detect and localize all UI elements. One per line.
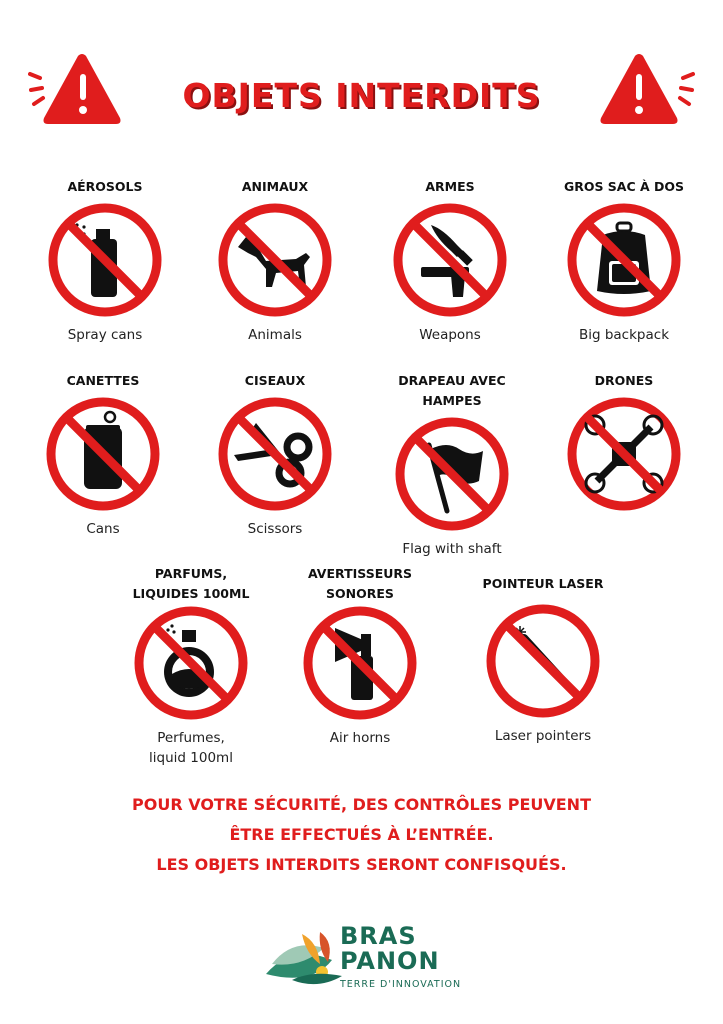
security-notice	[0, 790, 723, 880]
item-avertisseurs	[275, 564, 445, 748]
item-label-en: Flag with shaft	[402, 541, 502, 557]
item-label-en: Perfumes,	[157, 730, 225, 746]
item-label-fr: ANIMAUX	[241, 179, 309, 194]
item-gros-sac	[539, 177, 709, 345]
security-notice-line3: LES OBJETS INTERDITS SERONT CONFISQUÉS.	[156, 855, 567, 874]
item-label-en: Spray cans	[67, 327, 143, 343]
item-label-fr: AÉROSOLS	[67, 179, 143, 194]
item-label-fr: CISEAUX	[244, 373, 306, 388]
drone-icon	[565, 395, 683, 513]
item-label-en: Air horns	[329, 730, 391, 746]
item-canettes	[18, 371, 188, 539]
scissors-icon	[216, 395, 334, 513]
item-label-fr: ARMES	[425, 179, 475, 194]
knife-gun-icon	[391, 201, 509, 319]
item-label-en: Big backpack	[578, 327, 670, 343]
item-parfums	[106, 564, 276, 768]
item-label-fr-line2: SONORES	[326, 586, 394, 601]
backpack-icon	[565, 201, 683, 319]
item-aerosols	[20, 177, 190, 345]
item-label-fr: AVERTISSEURS	[307, 566, 413, 581]
dog-icon	[216, 201, 334, 319]
flag-icon	[393, 415, 511, 533]
security-notice-line1: POUR VOTRE SÉCURITÉ, DES CONTRÔLES PEUVENT	[132, 795, 591, 814]
item-label-fr: PARFUMS,	[154, 566, 228, 581]
item-label-fr: POINTEUR LASER	[482, 576, 604, 591]
item-label-fr-line2: LIQUIDES 100ML	[132, 586, 250, 601]
security-notice-line2: ÊTRE EFFECTUÉS À L’ENTRÉE.	[229, 825, 494, 844]
brand-tagline: TERRE D'INNOVATION	[340, 979, 462, 990]
perfume-bottle-icon	[132, 604, 250, 722]
item-label-en: Scissors	[247, 521, 303, 537]
item-drapeau	[367, 371, 537, 559]
item-animaux	[190, 177, 360, 345]
item-ciseaux	[190, 371, 360, 539]
brand-line2: PANON	[340, 947, 440, 975]
item-armes	[365, 177, 535, 345]
item-label-en-line2: liquid 100ml	[149, 750, 233, 766]
item-label-en: Weapons	[419, 327, 481, 343]
item-label-en: Animals	[248, 327, 302, 343]
item-label-fr: DRONES	[594, 373, 654, 388]
leaf-logo-icon	[262, 924, 352, 994]
item-label-en: Cans	[86, 521, 120, 537]
item-label-fr: DRAPEAU AVEC HAMPES	[398, 373, 506, 408]
laser-pointer-icon	[484, 602, 602, 720]
item-drones	[539, 371, 709, 519]
spray-can-icon	[46, 201, 164, 319]
item-pointeur-laser	[458, 574, 628, 746]
page-title: OBJETS INTERDITS	[182, 76, 541, 115]
brand-line1: BRAS	[340, 922, 417, 950]
can-icon	[44, 395, 162, 513]
item-label-en: Laser pointers	[494, 728, 592, 744]
item-label-fr: GROS SAC À DOS	[563, 179, 685, 194]
air-horn-icon	[301, 604, 419, 722]
bras-panon-logo	[262, 922, 482, 997]
item-label-fr: CANETTES	[66, 373, 140, 388]
brand-name	[340, 924, 440, 974]
